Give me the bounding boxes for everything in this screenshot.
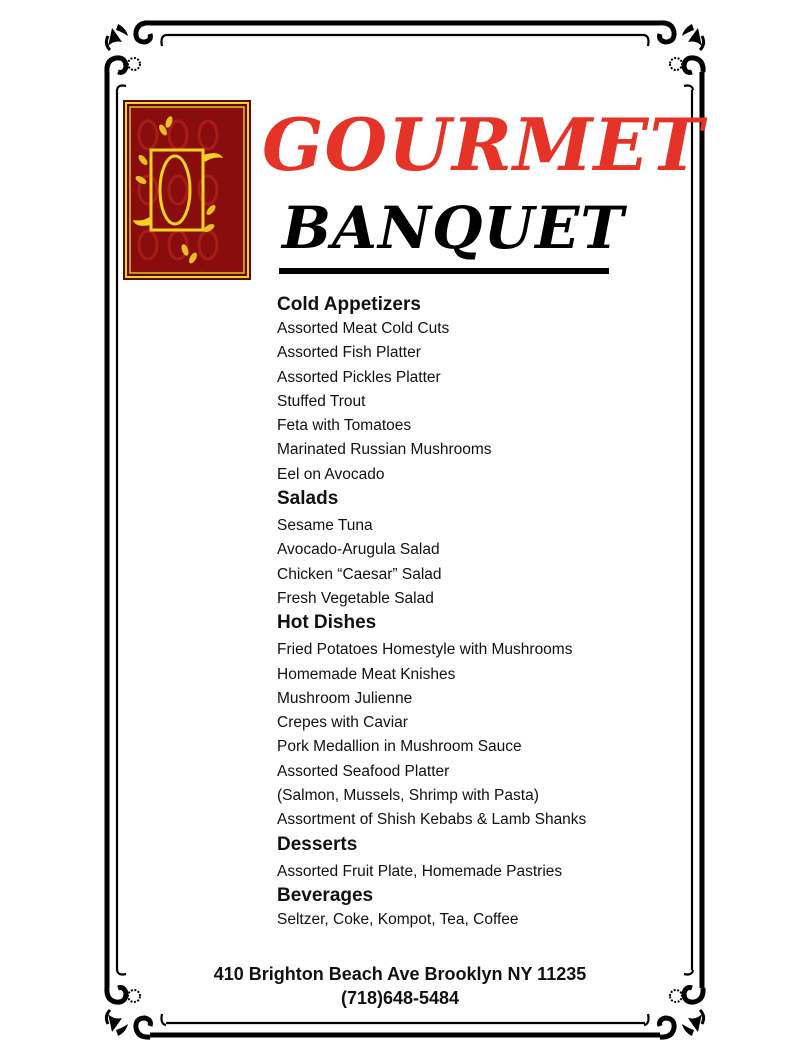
menu-section-beverages — [277, 884, 677, 932]
menu-list — [277, 293, 677, 932]
title-underline — [279, 268, 609, 274]
menu-item: Assorted Seafood Platter — [277, 762, 450, 780]
contact-footer — [120, 962, 680, 1010]
menu-section-hot-dishes — [277, 611, 677, 832]
section-title: Cold Appetizers — [277, 294, 421, 315]
menu-section-salads — [277, 487, 677, 611]
menu-item: Seltzer, Coke, Kompot, Tea, Coffee — [277, 910, 519, 928]
corner-ornament — [106, 23, 166, 90]
title-banquet: BANQUET — [282, 194, 625, 262]
menu-section-desserts — [277, 833, 677, 884]
menu-item: Fresh Vegetable Salad — [277, 589, 434, 607]
menu-item: (Salmon, Mussels, Shrimp with Pasta) — [277, 787, 539, 805]
menu-section-cold-appetizers — [277, 293, 677, 487]
oleandr-logo — [123, 100, 251, 280]
phone-number: (718)648-5484 — [340, 988, 460, 1008]
menu-item: Chicken “Caesar” Salad — [277, 565, 442, 583]
menu-item: Feta with Tomatoes — [277, 417, 412, 435]
section-title: Desserts — [277, 833, 358, 855]
menu-item: Pork Medallion in Mushroom Sauce — [277, 738, 522, 756]
menu-item: Mushroom Julienne — [277, 689, 413, 707]
menu-item: Fried Potatoes Homestyle with Mushrooms — [277, 641, 573, 659]
menu-item: Assorted Fish Platter — [277, 344, 421, 362]
menu-item: Stuffed Trout — [277, 392, 366, 410]
title-gourmet: GOURMET — [262, 102, 704, 187]
menu-item: Marinated Russian Mushrooms — [277, 441, 492, 459]
section-title: Hot Dishes — [277, 612, 377, 634]
address: 410 Brighton Beach Ave Brooklyn NY 11235 — [213, 964, 587, 984]
menu-item: Assortment of Shish Kebabs & Lamb Shanks — [277, 811, 587, 829]
section-title: Salads — [277, 488, 339, 510]
menu-item: Sesame Tuna — [277, 517, 373, 535]
section-title: Beverages — [277, 884, 374, 906]
menu-item: Avocado-Arugula Salad — [277, 541, 440, 559]
menu-item: Eel on Avocado — [277, 465, 385, 483]
menu-item: Assorted Fruit Plate, Homemade Pastries — [277, 862, 563, 880]
menu-item: Assorted Pickles Platter — [277, 368, 441, 386]
menu-item: Homemade Meat Knishes — [277, 665, 456, 683]
menu-item: Crepes with Caviar — [277, 714, 408, 732]
menu-item: Assorted Meat Cold Cuts — [277, 320, 450, 337]
